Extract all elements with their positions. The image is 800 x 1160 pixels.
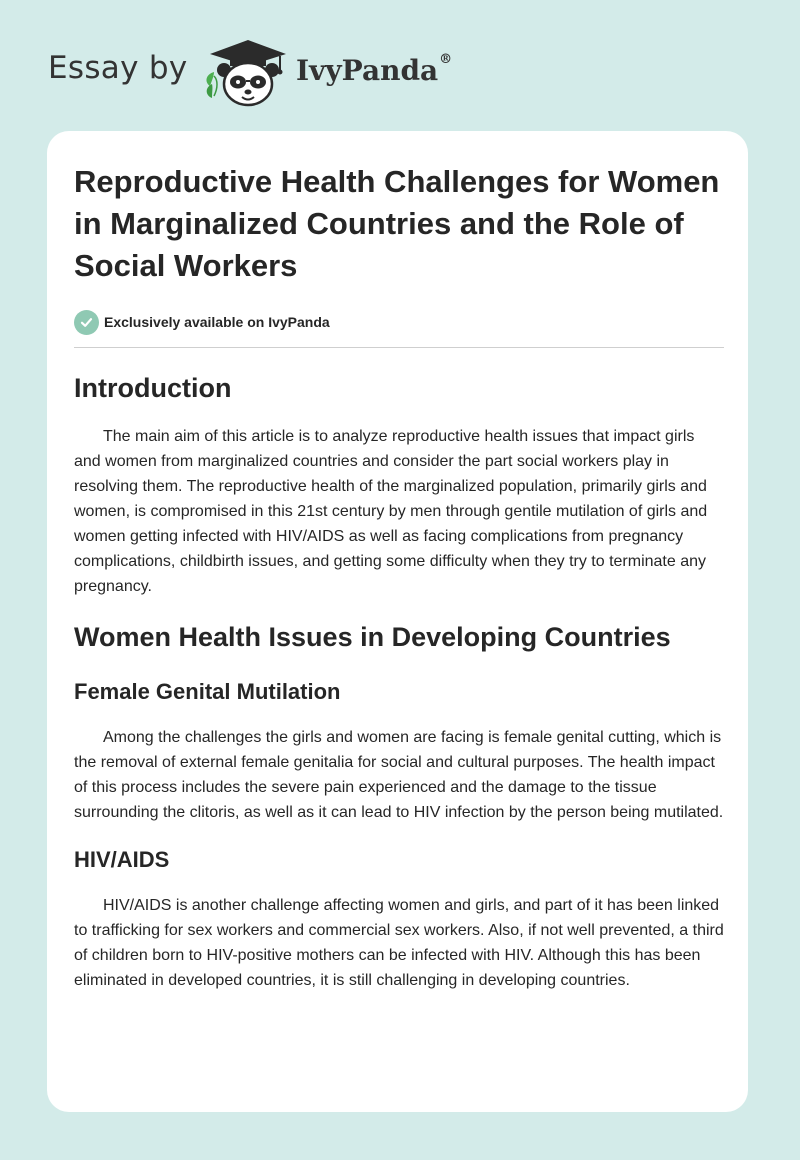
- fgm-paragraph: Among the challenges the girls and women are facing is female genital cutting, which is the removal of external female genitalia for social and cultural purposes. The health impact of this process includes the severe pain experienced and the damage to the tissue surrounding the clitoris, as well as it can lead to HIV infection by the person being mutilated.: [74, 729, 724, 821]
- site-header: [48, 36, 508, 108]
- check-circle-icon: [74, 310, 99, 335]
- essay-content: [74, 161, 724, 993]
- hiv-paragraph: HIV/AIDS is another challenge affecting women and girls, and part of it has been linked to trafficking for sex workers and commercial sex workers. Also, if not well prevented, a third of children born to HIV-positive mothers can be infected with HIV. Although this has been eliminated in developed countries, it is still challenging in developing countries.: [74, 897, 724, 989]
- essay-title: Reproductive Health Challenges for Women in Marginalized Countries and the Role of Social Workers: [74, 164, 720, 283]
- hiv-heading: HIV/AIDS: [74, 847, 170, 872]
- brand-name[interactable]: [296, 54, 452, 87]
- fgm-heading: Female Genital Mutilation: [74, 679, 341, 704]
- introduction-heading: Introduction: [74, 373, 232, 403]
- introduction-paragraph: The main aim of this article is to analyze reproductive health issues that impact girls and women from marginalized countries and consider the part social workers play in resolving them. The reproductive health of the marginalized population, primarily girls and women, is compromised in this 21st century by men through gentile mutilation of girls and women getting infected with HIV/AIDS as well as facing complications from pregnancy complications, childbirth issues, and getting some difficulty when they try to terminate any pregnancy.: [74, 428, 708, 595]
- title-divider: [74, 347, 724, 348]
- women-health-heading: Women Health Issues in Developing Countries: [74, 622, 671, 652]
- exclusive-label: Exclusively available on IvyPanda: [104, 314, 330, 330]
- ivypanda-logo[interactable]: [200, 36, 296, 108]
- panda-graduation-cap-icon: [200, 36, 296, 108]
- essay-card: [47, 131, 748, 1112]
- exclusive-badge: [74, 309, 724, 335]
- essay-by-label: Essay by: [48, 50, 188, 86]
- registered-mark: ®: [439, 52, 453, 67]
- brand-name-text: IvyPanda: [296, 54, 439, 87]
- ivy-leaf-icon: [207, 72, 217, 98]
